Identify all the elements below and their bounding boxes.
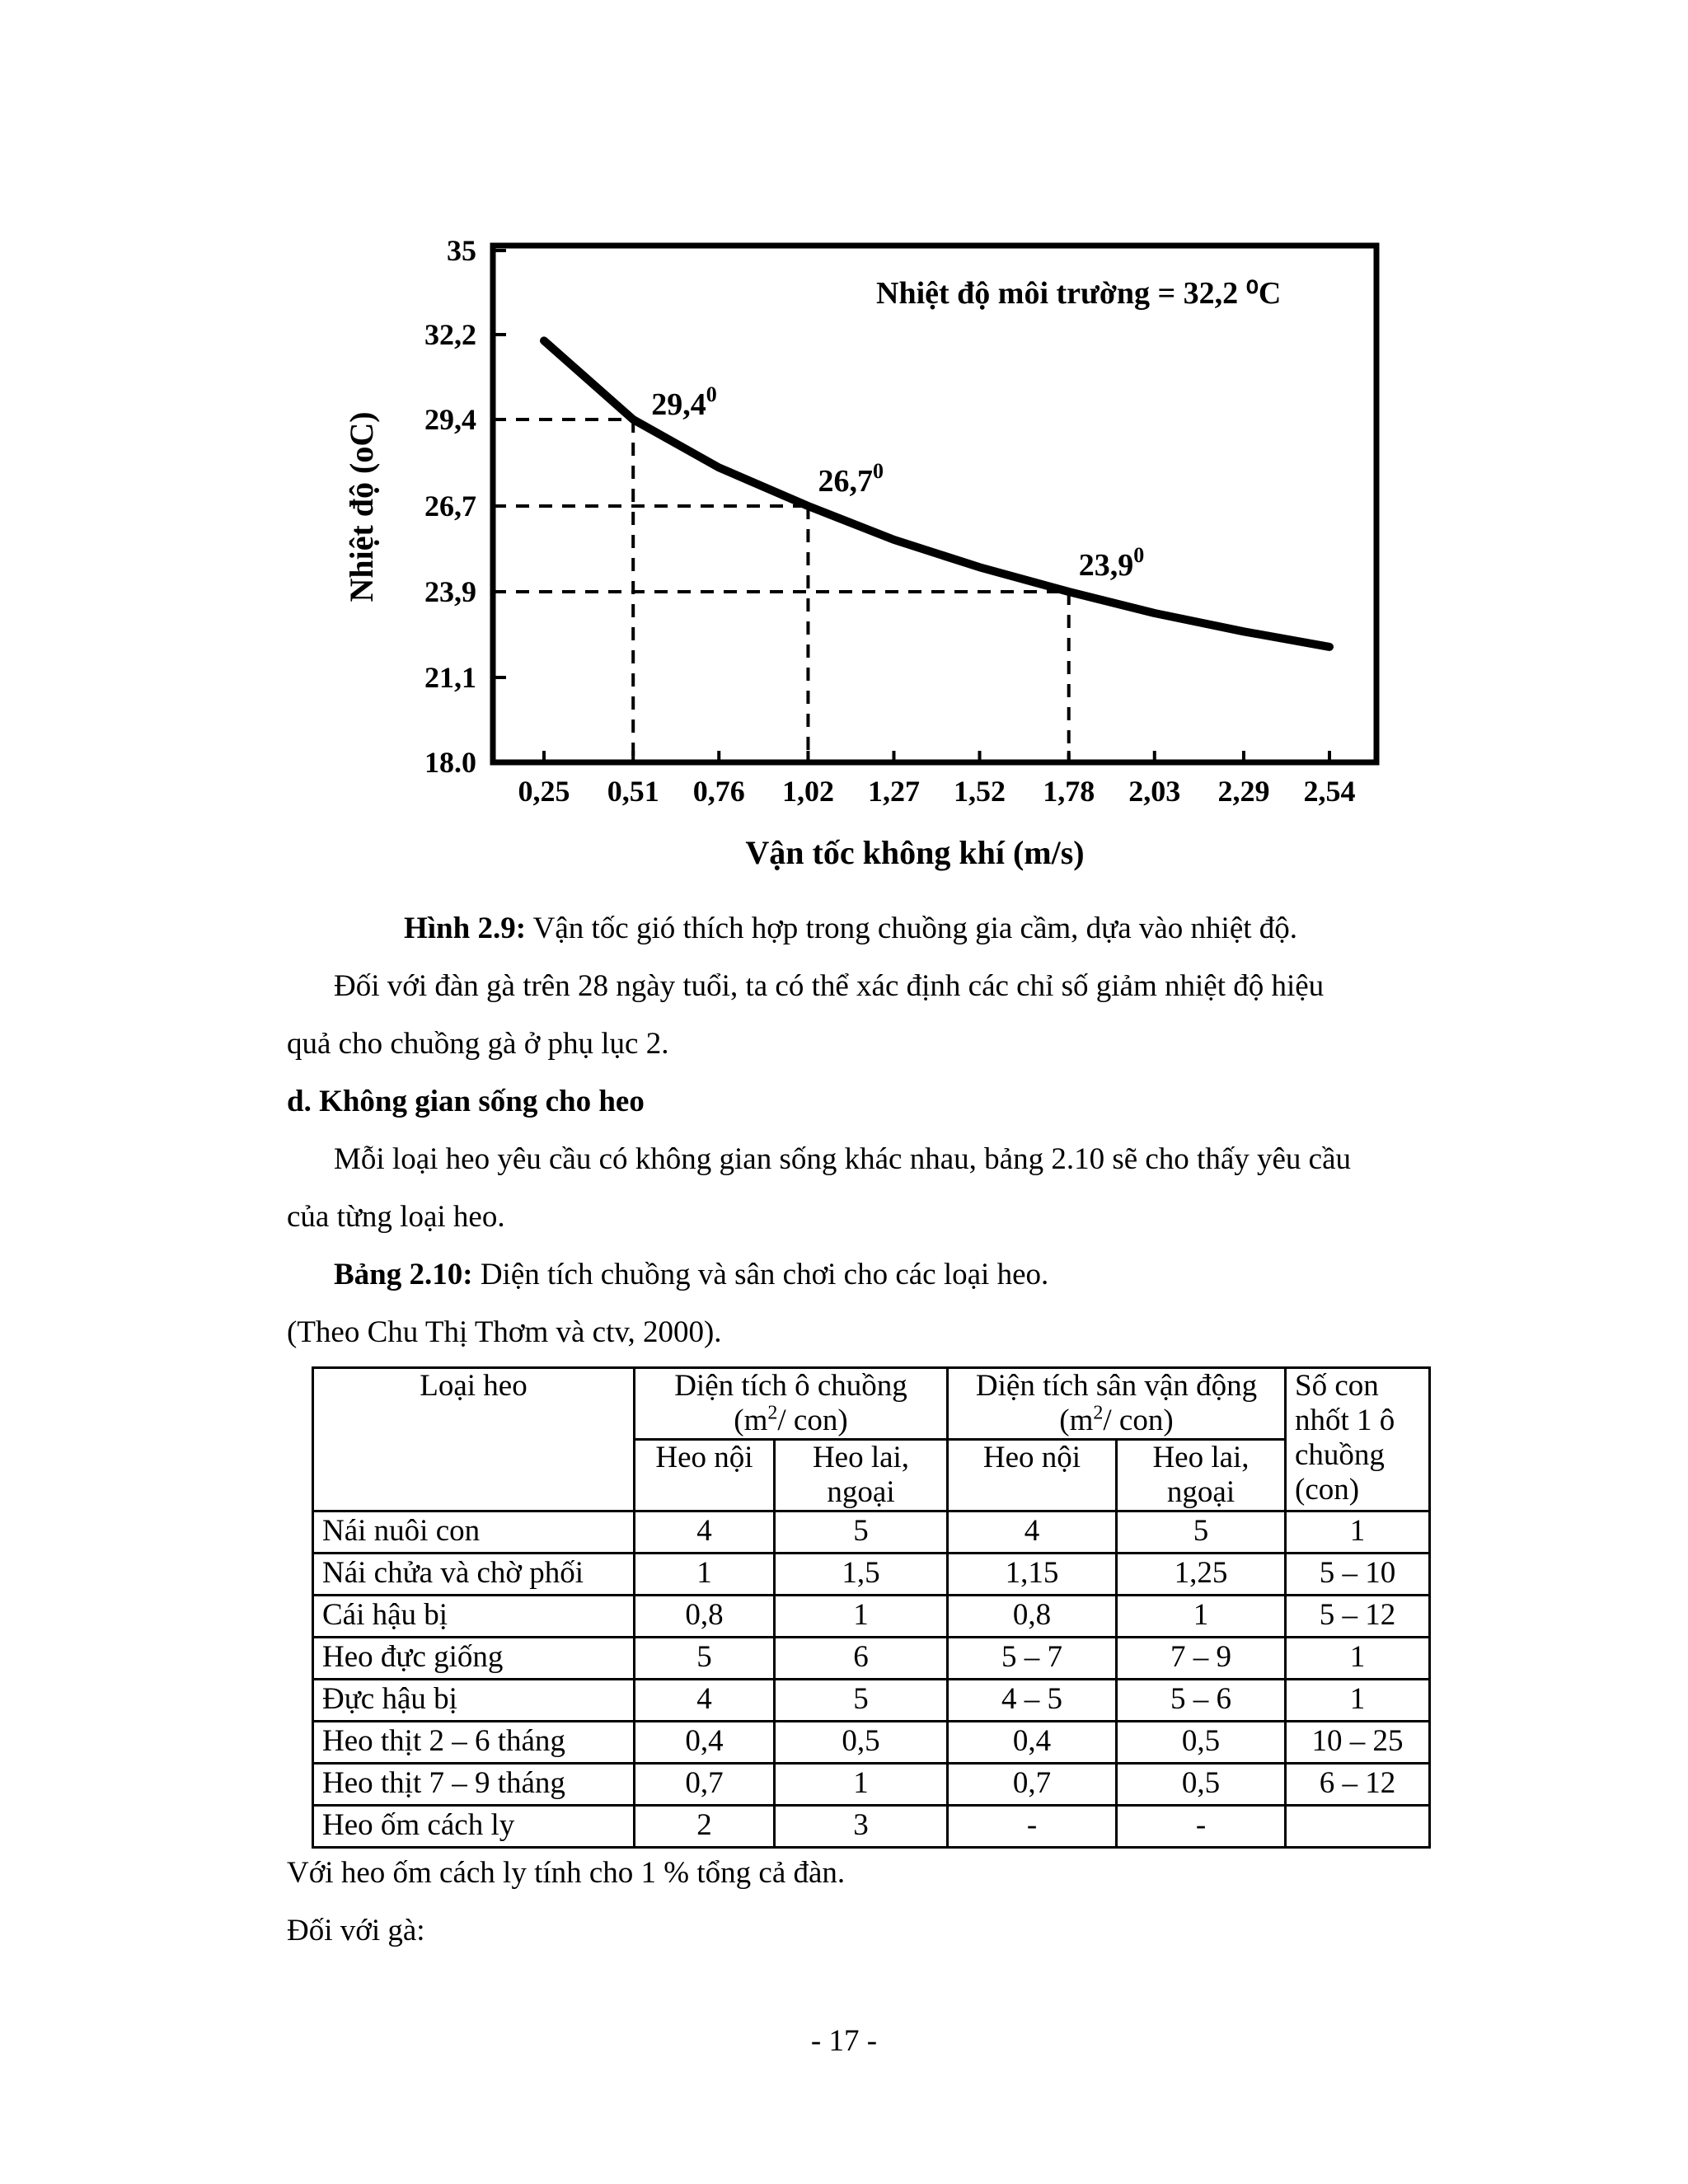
table-cell-value: 6 – 12 <box>1286 1764 1430 1806</box>
table-cell-value: 10 – 25 <box>1286 1722 1430 1764</box>
table-cell-value: 2 <box>635 1806 775 1848</box>
table-source: (Theo Chu Thị Thơm và ctv, 2000). <box>287 1315 722 1349</box>
table-cell-value: 1,25 <box>1117 1554 1286 1596</box>
table-row <box>313 1764 1430 1806</box>
y-tick-label: 35 <box>447 234 476 267</box>
table-cell-value: 5 <box>635 1638 775 1680</box>
table-row <box>313 1554 1430 1596</box>
header-yard-area <box>948 1368 1286 1440</box>
figure-caption <box>404 900 1297 958</box>
header-pen-area-label: Diện tích ô chuồng <box>674 1369 907 1403</box>
table-cell-value: 4 <box>948 1511 1117 1554</box>
table-cell-value: 0,7 <box>635 1764 775 1806</box>
table-cell-value: 0,5 <box>1117 1722 1286 1764</box>
table-cell-value: 5 – 7 <box>948 1638 1117 1680</box>
note-chickens: Đối với gà: <box>287 1914 425 1947</box>
callout-degree: 0 <box>706 382 717 406</box>
table-cell-pig-type: Đực hậu bị <box>313 1680 635 1722</box>
header-yard-unit-sup: 2 <box>1093 1402 1104 1424</box>
table-cell-value: 0,5 <box>1117 1764 1286 1806</box>
table-cell-value: 1,5 <box>775 1554 948 1596</box>
ambient-temperature-annotation: Nhiệt độ môi trường = 32,2 ⁰C <box>876 276 1282 311</box>
paragraph-2-line-2: của từng loại heo. <box>287 1200 505 1234</box>
table-caption-text: Diện tích chuồng và sân chơi cho các loại heo. <box>472 1258 1049 1291</box>
y-tick-label: 29,4 <box>424 403 476 436</box>
x-tick-label: 1,02 <box>781 775 834 808</box>
table-cell-value: 4 <box>635 1511 775 1554</box>
table-cell-value: 0,8 <box>635 1596 775 1638</box>
table-cell-value: 5 <box>775 1511 948 1554</box>
x-tick-label: 0,51 <box>607 775 659 808</box>
x-tick-label: 2,54 <box>1303 775 1356 808</box>
callout-value: 26,7 <box>818 464 873 499</box>
table-row <box>313 1638 1430 1680</box>
table-cell-pig-type: Nái chửa và chờ phối <box>313 1554 635 1596</box>
x-tick-label: 1,52 <box>954 775 1006 808</box>
table-row <box>313 1806 1430 1848</box>
table-caption <box>334 1246 1048 1304</box>
table-cell-value: 1,15 <box>948 1554 1117 1596</box>
y-tick-label: 32,2 <box>424 318 476 351</box>
table-row <box>313 1596 1430 1638</box>
table-cell-value: 1 <box>635 1554 775 1596</box>
header-pen-unit-post: / con) <box>777 1404 848 1437</box>
header-yard-unit-post: / con) <box>1103 1404 1174 1437</box>
table-cell-value: 1 <box>1286 1638 1430 1680</box>
temperature-airspeed-chart <box>0 0 1688 907</box>
table-row <box>313 1511 1430 1554</box>
table-cell-value: 1 <box>1286 1511 1430 1554</box>
x-tick-label: 0,25 <box>518 775 570 808</box>
page-number: - 17 - <box>810 2024 878 2058</box>
section-heading: d. Không gian sống cho heo <box>287 1085 645 1118</box>
y-tick-label: 26,7 <box>424 490 476 523</box>
callout-degree: 0 <box>1133 543 1145 567</box>
table-cell-value <box>1286 1806 1430 1848</box>
table-cell-value: 1 <box>775 1596 948 1638</box>
note-sick-pigs: Với heo ốm cách ly tính cho 1 % tổng cả đàn. <box>287 1856 846 1890</box>
table-cell-value: 1 <box>775 1764 948 1806</box>
x-tick-label: 2,03 <box>1128 775 1181 808</box>
y-tick-label: 23,9 <box>424 575 476 608</box>
header-pen-unit-pre: (m <box>734 1404 768 1437</box>
x-tick-label: 1,27 <box>867 775 920 808</box>
table-row <box>313 1722 1430 1764</box>
table-caption-label: Bảng 2.10: <box>334 1258 473 1291</box>
header-count-per-pen: Số con nhốt 1 ô chuồng (con) <box>1286 1368 1430 1511</box>
table-cell-value: 1 <box>1286 1680 1430 1722</box>
table-header-row-1 <box>313 1368 1430 1440</box>
table-cell-value: 1 <box>1117 1596 1286 1638</box>
table-cell-value: 5 <box>775 1680 948 1722</box>
table-cell-value: - <box>1117 1806 1286 1848</box>
plot-frame <box>493 246 1376 762</box>
callout-value: 29,4 <box>651 387 706 422</box>
callout-label <box>1079 543 1145 583</box>
header-pig-type: Loại heo <box>313 1368 635 1511</box>
table-cell-value: 0,4 <box>635 1722 775 1764</box>
table-cell-value: 5 – 6 <box>1117 1680 1286 1722</box>
table-cell-pig-type: Heo ốm cách ly <box>313 1806 635 1848</box>
table-cell-value: 4 – 5 <box>948 1680 1117 1722</box>
pig-space-table <box>312 1366 1431 1849</box>
header-pen-unit-sup: 2 <box>767 1402 778 1424</box>
table-cell-value: 0,5 <box>775 1722 948 1764</box>
table-cell-pig-type: Heo đực giống <box>313 1638 635 1680</box>
table-cell-value: 0,4 <box>948 1722 1117 1764</box>
x-tick-label: 1,78 <box>1043 775 1095 808</box>
table-body <box>313 1511 1430 1848</box>
table-cell-pig-type: Cái hậu bị <box>313 1596 635 1638</box>
table-cell-pig-type: Heo thịt 2 – 6 tháng <box>313 1722 635 1764</box>
y-tick-label: 21,1 <box>424 661 476 694</box>
callout-degree: 0 <box>872 459 884 483</box>
callout-label <box>818 459 884 499</box>
header-yard-lai: Heo lai, ngoại <box>1117 1440 1286 1511</box>
table-cell-value: 5 – 12 <box>1286 1596 1430 1638</box>
header-yard-area-label: Diện tích sân vận động <box>975 1369 1258 1403</box>
callout-label <box>651 382 717 422</box>
header-pen-lai: Heo lai, ngoại <box>775 1440 948 1511</box>
table-cell-value: - <box>948 1806 1117 1848</box>
table-cell-pig-type: Nái nuôi con <box>313 1511 635 1554</box>
paragraph-1-line-1: Đối với đàn gà trên 28 ngày tuổi, ta có thể xác định các chỉ số giảm nhiệt độ hiệu <box>334 969 1325 1003</box>
x-axis-label: Vận tốc không khí (m/s) <box>745 834 1085 871</box>
table-row <box>313 1680 1430 1722</box>
y-axis-label: Nhiệt độ (oC) <box>343 411 380 602</box>
figure-caption-label: Hình 2.9: <box>404 912 527 945</box>
callout-value: 23,9 <box>1078 548 1134 583</box>
table-cell-pig-type: Heo thịt 7 – 9 tháng <box>313 1764 635 1806</box>
header-pen-area <box>635 1368 948 1440</box>
x-tick-label: 2,29 <box>1217 775 1270 808</box>
table-cell-value: 3 <box>775 1806 948 1848</box>
table-cell-value: 0,7 <box>948 1764 1117 1806</box>
y-tick-label: 18.0 <box>424 746 476 779</box>
figure-caption-text: Vận tốc gió thích hợp trong chuồng gia cầm, dựa vào nhiệt độ. <box>526 912 1298 945</box>
x-tick-label: 0,76 <box>692 775 745 808</box>
header-yard-noi: Heo nội <box>948 1440 1117 1511</box>
paragraph-1-line-2: quả cho chuồng gà ở phụ lục 2. <box>287 1027 669 1061</box>
table-cell-value: 0,8 <box>948 1596 1117 1638</box>
table-cell-value: 7 – 9 <box>1117 1638 1286 1680</box>
table-cell-value: 5 <box>1117 1511 1286 1554</box>
table-cell-value: 5 – 10 <box>1286 1554 1430 1596</box>
table-cell-value: 4 <box>635 1680 775 1722</box>
header-yard-unit-pre: (m <box>1059 1404 1094 1437</box>
header-pen-noi: Heo nội <box>635 1440 775 1511</box>
table-cell-value: 6 <box>775 1638 948 1680</box>
paragraph-2-line-1: Mỗi loại heo yêu cầu có không gian sống khác nhau, bảng 2.10 sẽ cho thấy yêu cầu <box>334 1142 1352 1176</box>
